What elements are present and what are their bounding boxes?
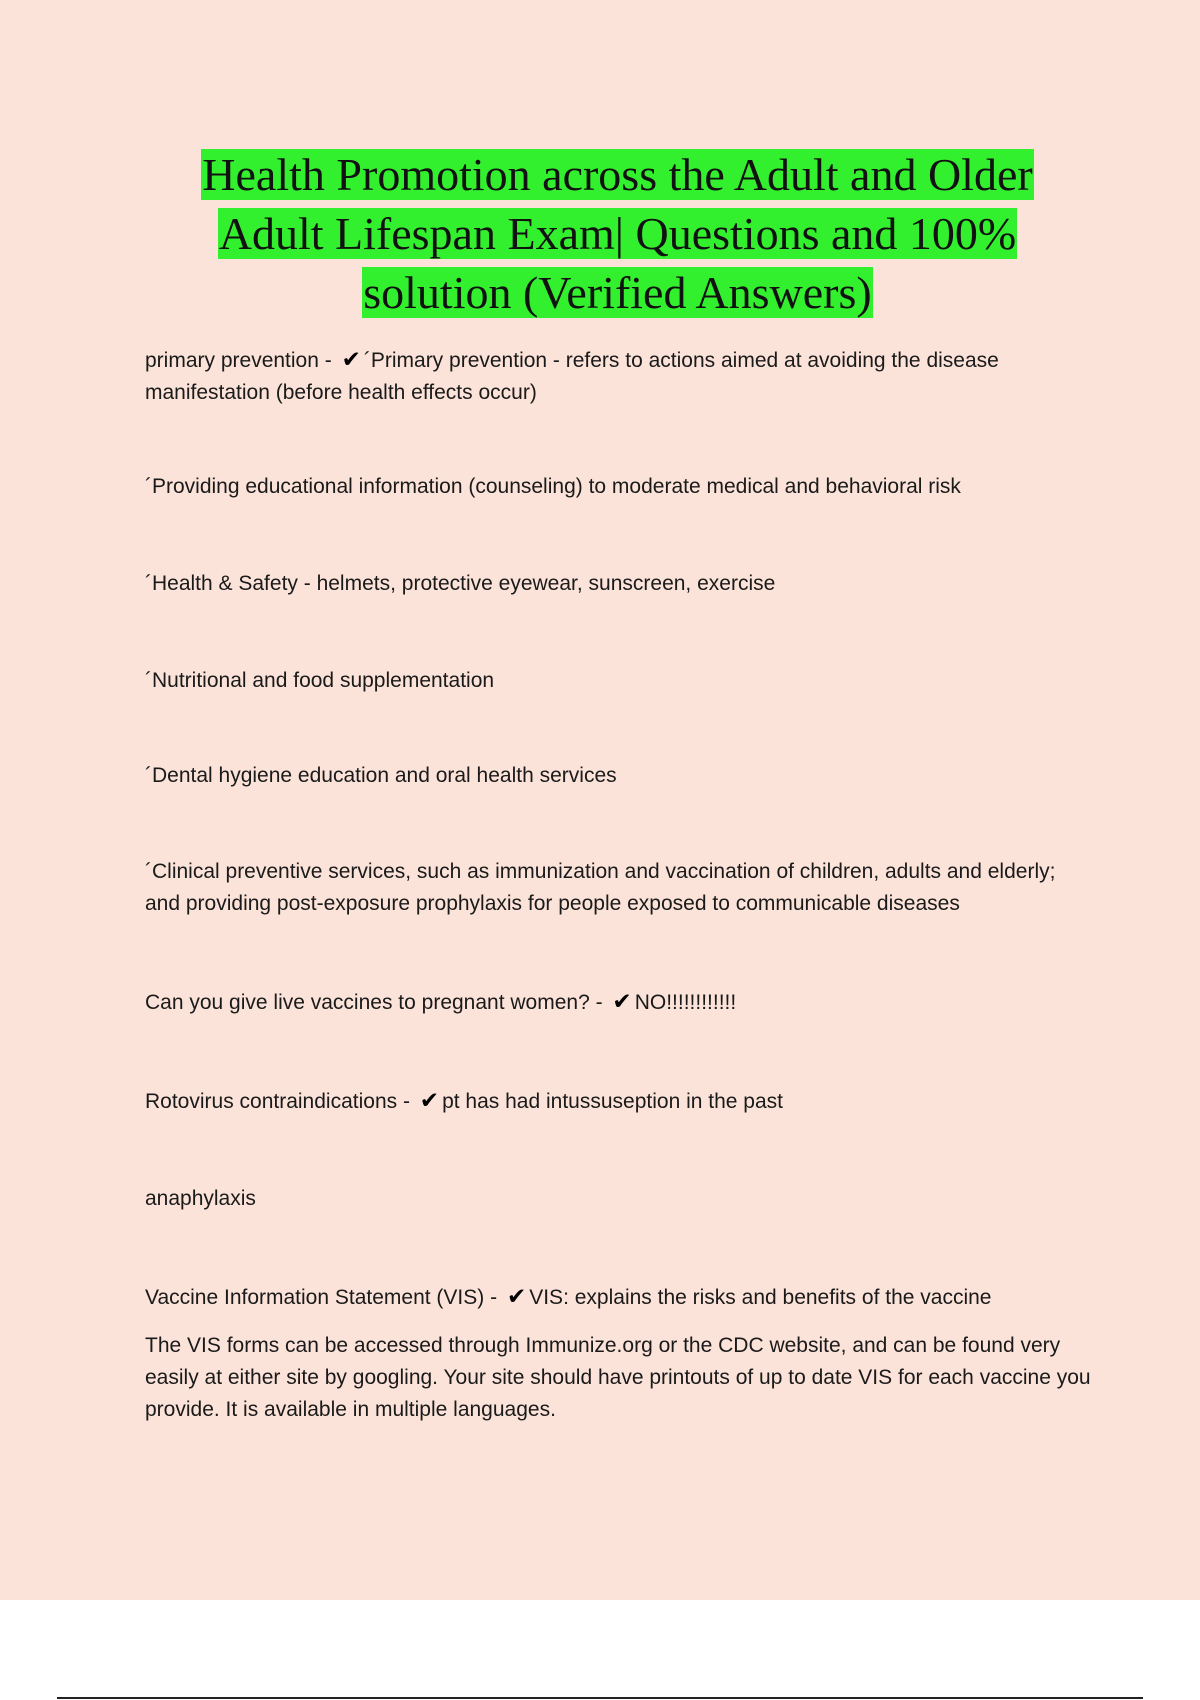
checkmark-icon: ✔ [419, 1088, 440, 1114]
title-line-3: solution (Verified Answers) [363, 267, 872, 318]
document-title [120, 145, 1115, 322]
answer-text: VIS: explains the risks and benefits of the vaccine [529, 1286, 992, 1309]
bullet-educational-info: ´Providing educational information (counseling) to moderate medical and behavioral risk [145, 475, 961, 498]
bullet-clinical-services: ´Clinical preventive services, such as immunization and vaccination of children, adults and elderly; and providing post-exposure prophylaxis for people exposed to communicable diseases [145, 860, 1056, 915]
answer-text: NO!!!!!!!!!!!! [634, 991, 737, 1014]
answer-text: ´Primary prevention - refers to actions aimed at avoiding the disease manifestation (before health effects occur) [145, 349, 999, 404]
title-line-1: Health Promotion across the Adult and Older [202, 149, 1033, 200]
footer-divider [57, 1697, 1143, 1699]
bullet-health-safety: ´Health & Safety - helmets, protective eyewear, sunscreen, exercise [145, 572, 776, 595]
checkmark-icon: ✔ [612, 989, 632, 1015]
title-line-2: Adult Lifespan Exam| Questions and 100% [218, 208, 1017, 259]
text-vis-details: The VIS forms can be accessed through Immunize.org or the CDC website, and can be found very easily at either site by googling. Your site should have printouts of up to date VIS for each vaccine you provide. It is available in multiple languages. [145, 1334, 1091, 1421]
bullet-nutrition: ´Nutritional and food supplementation [145, 669, 495, 692]
qa-rotovirus [145, 1085, 1095, 1118]
text-anaphylaxis: anaphylaxis [145, 1187, 256, 1210]
answer-text: pt has had intussuseption in the past [442, 1090, 783, 1113]
question-text: primary prevention - [145, 349, 338, 372]
question-text: Can you give live vaccines to pregnant women? - [145, 991, 609, 1014]
question-text: Rotovirus contraindications - [145, 1090, 416, 1113]
document-body [145, 344, 1095, 1426]
checkmark-icon: ✔ [506, 1284, 527, 1310]
bullet-dental-hygiene: ´Dental hygiene education and oral health services [145, 764, 617, 787]
question-text: Vaccine Information Statement (VIS) - [145, 1286, 503, 1309]
checkmark-icon: ✔ [341, 347, 361, 373]
qa-live-vaccines [145, 986, 1095, 1019]
qa-primary-prevention [145, 344, 1095, 409]
qa-vis [145, 1281, 1095, 1314]
